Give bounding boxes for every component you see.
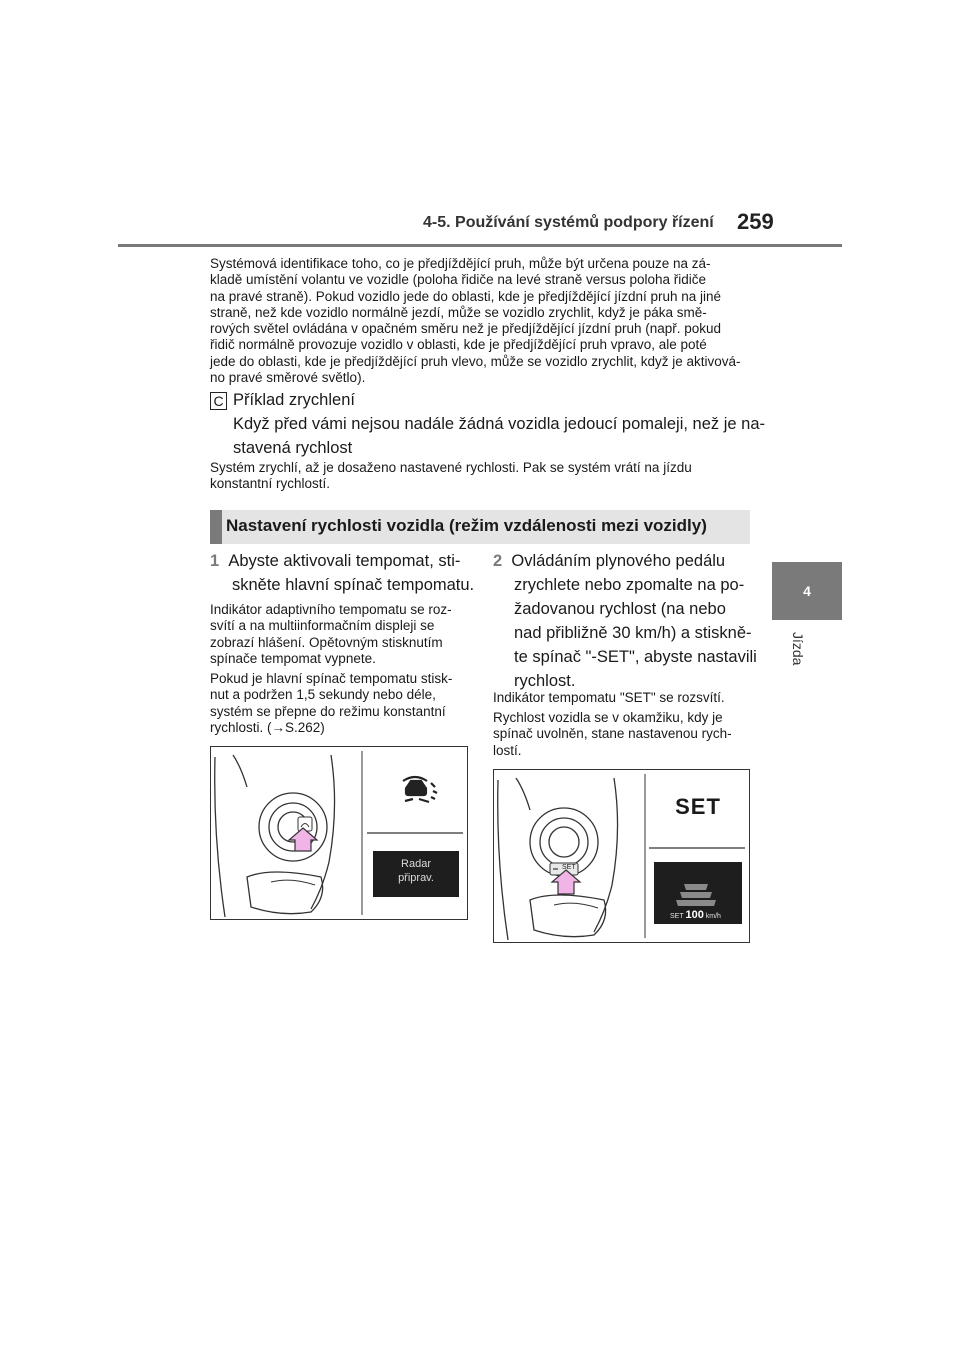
text-line: Pokud je hlavní spínač tempomatu stisk- [210, 671, 453, 686]
press-arrow-icon [289, 828, 317, 851]
chapter-label: Jízda [790, 632, 806, 666]
text-line: straně, než kde vozidlo normálně jezdí, může se vozidlo zrychlit, když je páka smě- [210, 304, 707, 320]
intro-paragraph [210, 256, 741, 386]
text-line: no pravé směrové světlo). [210, 370, 366, 386]
speed-value: 100 [685, 909, 704, 921]
example-body [210, 460, 692, 493]
step-number: 1 [210, 552, 220, 570]
set-switch-label: SET [562, 864, 576, 871]
step2-body-1: Indikátor tempomatu "SET" se rozsvítí. [493, 690, 725, 705]
text-line: Abyste aktivovali tempomat, sti- [228, 552, 461, 570]
steering-wheel-illustration [211, 747, 467, 919]
set-speed-readout [670, 909, 721, 921]
text-line: Ovládáním plynového pedálu [511, 552, 726, 570]
text-line: nut a podržen 1,5 sekundy nebo déle, [210, 687, 436, 703]
text-line: stavená rychlost [233, 439, 353, 457]
set-indicator: SET [675, 794, 721, 819]
text-line: konstantní rychlostí. [210, 476, 331, 492]
text-line: nad přibližně 30 km/h) a stiskně- [514, 624, 752, 642]
display-line: Radar [401, 858, 431, 870]
text-line: svítí a na multiinformačním displeji se [210, 618, 435, 634]
text-line: spínač uvolněn, stane nastavenou rych- [493, 726, 732, 742]
step2-heading [493, 549, 757, 693]
running-header-title: 4-5. Používání systémů podpory řízení [423, 214, 714, 231]
example-marker: C [210, 392, 227, 410]
example-heading [233, 388, 765, 460]
step1-body-1 [210, 602, 452, 667]
step1-heading [210, 549, 474, 597]
text-line: lostí. [493, 742, 522, 758]
figure-main-switch [210, 746, 468, 920]
example-title: Příklad zrychlení [233, 391, 355, 409]
text-line: řidič normálně provozuje vozidlo v oblasti, kde je předjíždějící pruh vpravo, ale poté [210, 337, 707, 353]
header-divider [118, 244, 842, 247]
text-line: rychlost. [514, 672, 576, 690]
figure-set-switch [493, 769, 750, 943]
text-line: Když před vámi nejsou nadále žádná vozidla jedoucí pomaleji, než je na- [233, 415, 765, 433]
text-line: rychlosti. (→S.262) [210, 719, 325, 735]
text-line: Systémová identifikace toho, co je předjíždějící pruh, může být určena pouze na zá- [210, 256, 711, 271]
text-line: zrychlete nebo zpomalte na po- [514, 576, 745, 594]
section-title: Nastavení rychlosti vozidla (režim vzdálenosti mezi vozidly) [226, 516, 707, 535]
page-number: 259 [737, 209, 774, 234]
text-line: Rychlost vozidla se v okamžiku, kdy je [493, 710, 723, 725]
text-line: zobrazí hlášení. Opětovným stisknutím [210, 634, 443, 650]
step-number: 2 [493, 552, 503, 570]
radar-cruise-icon [403, 777, 437, 802]
text-line: skněte hlavní spínač tempomatu. [232, 576, 475, 594]
text-line: te spínač "-SET", abyste nastavili [514, 648, 757, 666]
step2-body-2 [493, 710, 732, 759]
text-line: jede do oblasti, kde je předjíždějící pruh vlevo, může se vozidlo zrychlit, když je aktivová- [210, 353, 741, 369]
speed-prefix: SET [670, 913, 684, 920]
text-line: na pravé straně). Pokud vozidlo jede do oblasti, kde je předjíždějící jízdní pruh na jiné [210, 288, 722, 304]
display-line: připrav. [398, 872, 434, 884]
step1-body-2 [210, 671, 452, 736]
display-message [373, 857, 459, 885]
text-line: Indikátor adaptivního tempomatu se roz- [210, 602, 452, 617]
text-line: kladě umístění volantu ve vozidle (poloha řidiče na levé straně versus poloha řidiče [210, 272, 707, 288]
text-line: systém se přepne do režimu konstantní [210, 703, 446, 719]
text-line: žadovanou rychlost (na nebo [514, 600, 726, 618]
text-line: Systém zrychlí, až je dosaženo nastavené rychlosti. Pak se systém vrátí na jízdu [210, 460, 692, 475]
text-line: rových světel ovládána v opačném směru než je předjíždějící jízdní pruh (např. pokud [210, 321, 722, 337]
speed-unit: km/h [705, 913, 721, 920]
text-line: spínače tempomat vypnete. [210, 650, 376, 666]
chapter-tab: 4 [772, 562, 842, 620]
